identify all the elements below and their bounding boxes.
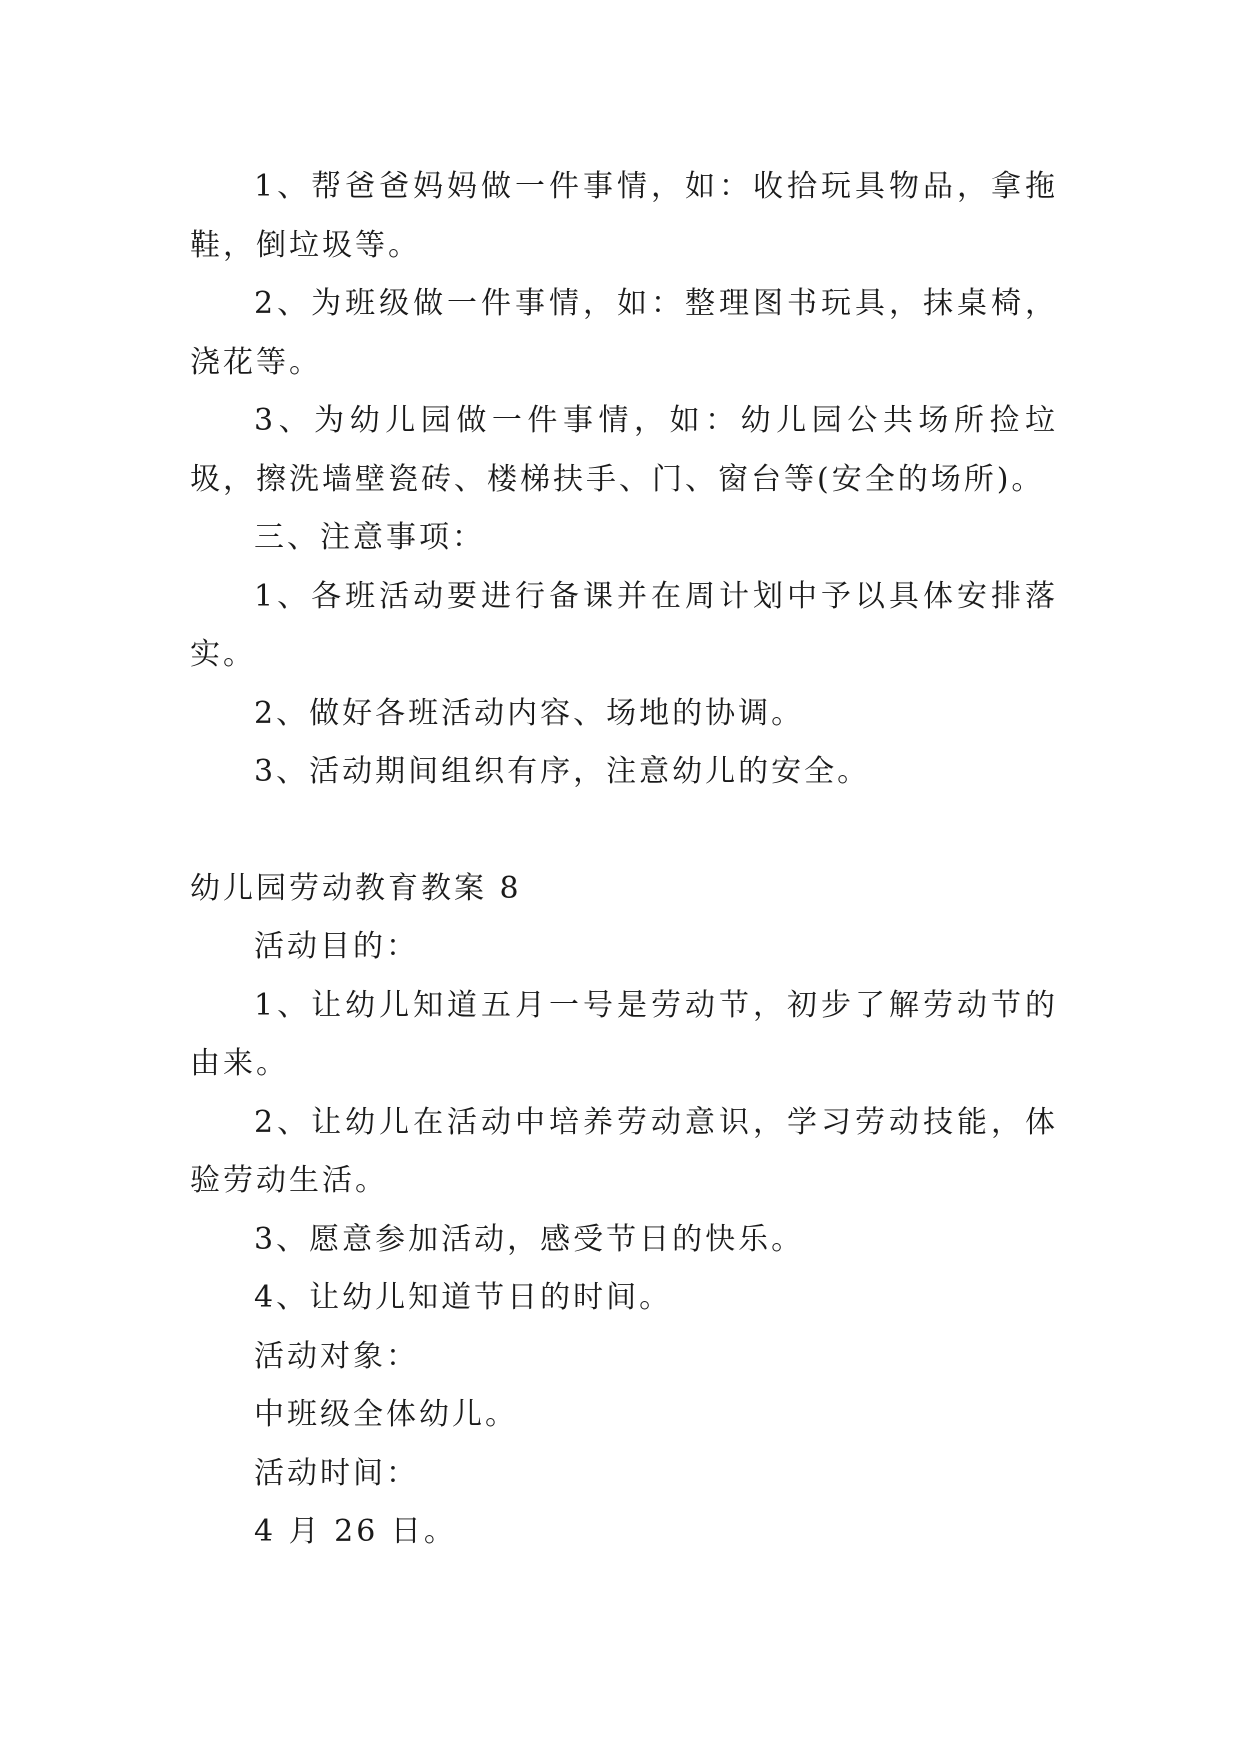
paragraph: 3、为幼儿园做一件事情，如：幼儿园公共场所捡垃圾，擦洗墙壁瓷砖、楼梯扶手、门、窗台等(安全的场所)。 <box>190 403 1058 497</box>
section-heading: 活动目的： <box>254 929 419 964</box>
paragraph: 1、帮爸爸妈妈做一件事情，如：收拾玩具物品，拿拖鞋，倒垃圾等。 <box>190 169 1058 263</box>
paragraph: 1、各班活动要进行备课并在周计划中予以具体安排落实。 <box>190 578 1058 672</box>
paragraph: 3、活动期间组织有序，注意幼儿的安全。 <box>254 754 871 789</box>
section-spacer <box>190 802 1058 860</box>
paragraph: 中班级全体幼儿。 <box>254 1397 518 1432</box>
document-title: 幼儿园劳动教育教案 8 <box>190 870 522 906</box>
section-heading: 三、注意事项： <box>254 520 485 555</box>
paragraph: 2、让幼儿在活动中培养劳动意识，学习劳动技能，体验劳动生活。 <box>190 1104 1058 1198</box>
paragraph: 2、做好各班活动内容、场地的协调。 <box>254 695 805 731</box>
paragraph: 2、为班级做一件事情，如：整理图书玩具，抹桌椅，浇花等。 <box>190 286 1058 380</box>
section-heading: 活动时间： <box>254 1455 419 1491</box>
paragraph: 1、让幼儿知道五月一号是劳动节，初步了解劳动节的由来。 <box>190 987 1058 1081</box>
section-heading: 活动对象： <box>254 1338 419 1374</box>
paragraph: 4 月 26 日。 <box>254 1514 457 1549</box>
document-body <box>190 158 1058 1562</box>
paragraph: 4、让幼儿知道节日的时间。 <box>254 1280 673 1315</box>
paragraph: 3、愿意参加活动，感受节日的快乐。 <box>254 1221 805 1257</box>
